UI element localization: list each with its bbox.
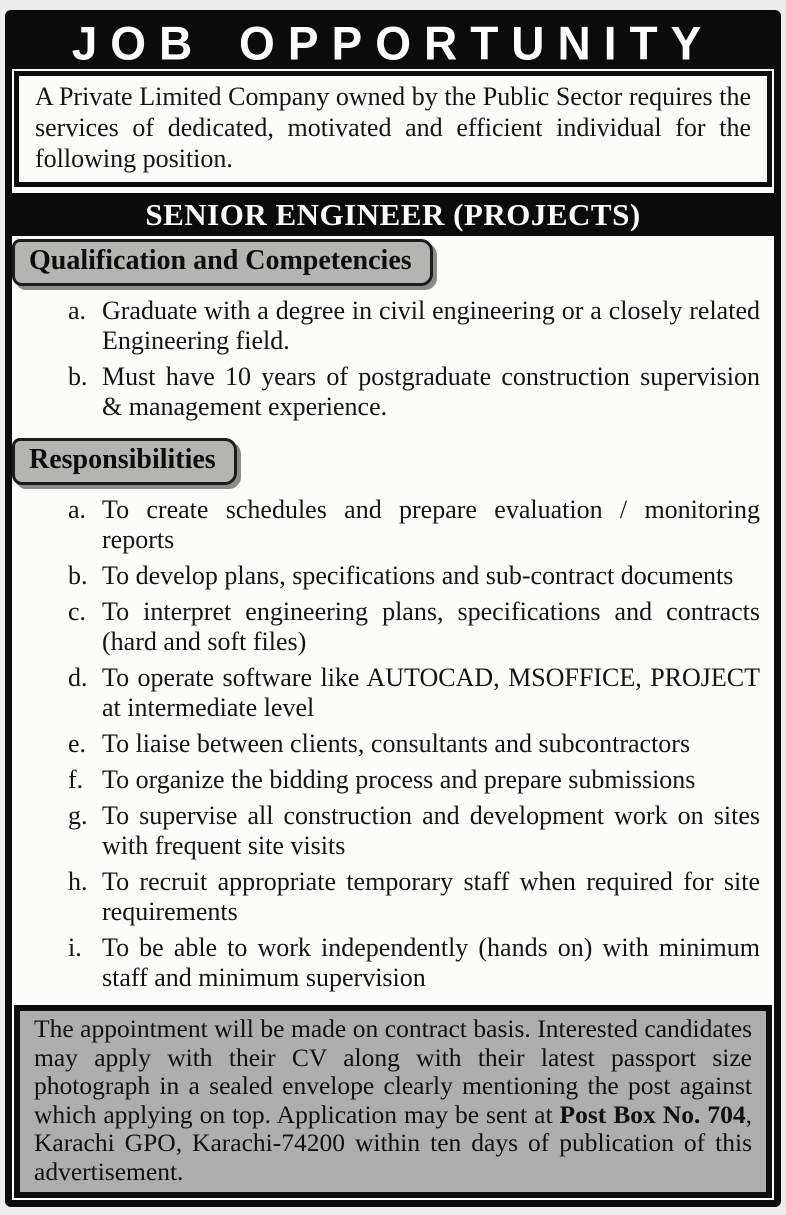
intro-text: A Private Limited Company owned by the Public Sector requires the services of dedicated, motivated and efficient individual for the following position. (35, 82, 751, 173)
item-text: To interpret engineering plans, specifications and contracts (hard and soft files) (102, 597, 760, 657)
list-item (12, 597, 774, 657)
item-label: g. (68, 801, 88, 831)
item-label: h. (68, 867, 88, 897)
responsibilities-heading-tab (12, 438, 237, 485)
item-label: c. (68, 597, 87, 627)
list-item (12, 729, 774, 759)
page-title: JOB OPPORTUNITY (71, 16, 715, 70)
header-band (12, 17, 774, 69)
footer-text-after: , Karachi GPO, Karachi-74200 within ten days of publication of this advertisement. (34, 1099, 752, 1186)
list-item (12, 867, 774, 927)
list-item (12, 561, 774, 591)
list-item (12, 765, 774, 795)
item-text: To organize the bidding process and prepare submissions (102, 765, 696, 795)
section-heading-label: Responsibilities (29, 444, 216, 476)
item-text: To operate software like AUTOCAD, MSOFFICE, PROJECT at intermediate level (102, 663, 760, 723)
item-label: a. (68, 495, 87, 525)
item-label: b. (68, 362, 88, 392)
footer-box (14, 1005, 772, 1198)
responsibilities-section (12, 428, 774, 993)
item-text: Must have 10 years of postgraduate construction supervision & management experience. (102, 362, 760, 422)
item-text: To liaise between clients, consultants and subcontractors (102, 729, 691, 759)
item-label: d. (68, 663, 88, 693)
list-item (12, 801, 774, 861)
item-text: To recruit appropriate temporary staff when required for site requirements (102, 867, 760, 927)
position-title: SENIOR ENGINEER (PROJECTS) (145, 196, 641, 232)
main-content (12, 236, 774, 1005)
item-label: i. (68, 933, 82, 963)
footer-text-before: The appointment will be made on contract basis. Interested candidates may apply with their CV along with their latest passport size photograph in a sealed envelope clearly mentioning the post against which applying on top. Application may be sent at (34, 1014, 752, 1129)
footer-text (34, 1015, 752, 1186)
intro-box (14, 71, 772, 187)
item-text: To develop plans, specifications and sub-contract documents (102, 561, 734, 591)
list-item (12, 495, 774, 555)
qualifications-section (12, 236, 774, 422)
section-heading-label: Qualification and Competencies (29, 245, 412, 276)
list-item (12, 933, 774, 993)
position-banner (12, 193, 774, 236)
job-ad (5, 10, 781, 1207)
item-text: To create schedules and prepare evaluation / monitoring reports (102, 495, 760, 555)
item-label: b. (68, 561, 88, 591)
footer-postbox-bold: Post Box No. 704 (559, 1099, 746, 1129)
item-text: To supervise all construction and development work on sites with frequent site visits (102, 801, 760, 861)
item-text: Graduate with a degree in civil engineering or a closely related Engineering field. (102, 296, 760, 356)
item-label: f. (68, 765, 84, 795)
list-item (12, 362, 774, 422)
list-item (12, 296, 774, 356)
qualifications-heading-tab (12, 239, 433, 286)
list-item (12, 663, 774, 723)
item-label: e. (68, 729, 87, 759)
item-text: To be able to work independently (hands on) with minimum staff and minimum supervision (102, 933, 760, 993)
item-label: a. (68, 296, 87, 326)
